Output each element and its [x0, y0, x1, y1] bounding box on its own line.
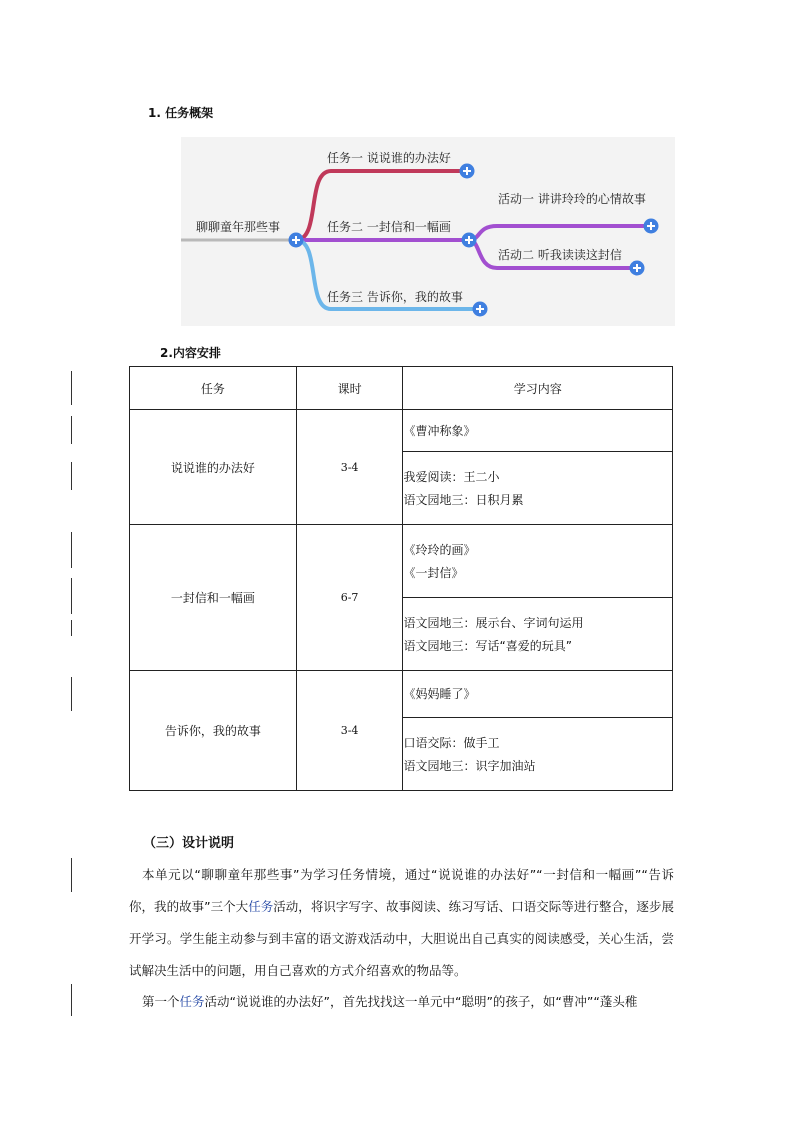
table-row [130, 525, 673, 598]
margin-mark [71, 462, 72, 490]
table-row [130, 671, 673, 718]
margin-mark [71, 532, 72, 568]
task-cell: 告诉你，我的故事 [130, 671, 297, 791]
activity1-branch [469, 226, 651, 240]
design-paragraph-2 [129, 986, 674, 1018]
content-cell [403, 410, 673, 452]
header-hours: 课时 [296, 367, 403, 410]
margin-mark [71, 620, 72, 636]
hours-cell: 3-4 [296, 410, 403, 525]
margin-mark [71, 858, 72, 892]
task-cell: 一封信和一幅画 [130, 525, 297, 671]
design-paragraph-1 [129, 859, 674, 987]
content-line: 语文园地三：识字加油站 [403, 758, 536, 773]
content-line: 《曹冲称象》 [403, 423, 476, 438]
mindmap-task1-label: 任务一 说说谁的办法好 [327, 151, 451, 165]
task1-expand-icon[interactable] [460, 164, 475, 179]
header-task: 任务 [130, 367, 297, 410]
content-line: 《妈妈睡了》 [403, 687, 476, 701]
activity2-expand-icon[interactable] [630, 261, 645, 276]
task-link[interactable]: 任务 [179, 994, 205, 1009]
margin-mark [71, 371, 72, 405]
hours-cell: 3-4 [296, 671, 403, 791]
content-cell [403, 718, 673, 791]
hours-cell: 6-7 [296, 525, 403, 671]
mindmap-root-label: 聊聊童年那些事 [196, 220, 281, 234]
margin-mark [71, 677, 72, 711]
content-line: 我爱阅读：王二小 [403, 469, 500, 484]
content-line: 语文园地三：展示台、字词句运用 [403, 615, 584, 630]
root-expand-icon[interactable] [289, 233, 304, 248]
content-cell [403, 525, 673, 598]
table-row [130, 410, 673, 452]
margin-mark [71, 578, 72, 614]
content-line: 《玲玲的画》 [403, 542, 476, 557]
mindmap-activity2-label: 活动二 听我读读这封信 [498, 248, 622, 262]
paragraph-text: 活动，将识字写字、故事阅读、练习写话、口语交际等进行整合，逐步展开学习。学生能主动参与到丰富的语文游戏活动中，大胆说出自己真实的阅读感受，关心生活，尝试解决生活中的问题，用自己喜欢的方式介绍喜欢的物品等。 [129, 899, 674, 978]
content-line: 语文园地三：日积月累 [403, 492, 524, 507]
mindmap-task2-label: 任务二 一封信和一幅画 [327, 220, 451, 234]
paragraph-text: 本单元以“聊聊童年那些事”为学习任务情境，通过“说说谁的办法好”“一封信和一幅画”“告诉你，我的故事”三个大 [129, 867, 674, 914]
content-cell [403, 452, 673, 525]
task-link[interactable]: 任务 [248, 899, 274, 914]
task3-expand-icon[interactable] [473, 302, 488, 317]
header-content: 学习内容 [403, 367, 673, 410]
task-cell: 说说谁的办法好 [130, 410, 297, 525]
section-heading-framework: 1. 任务概架 [148, 106, 214, 120]
content-cell [403, 671, 673, 718]
mindmap [181, 137, 675, 326]
margin-mark [71, 416, 72, 444]
activity1-expand-icon[interactable] [644, 219, 659, 234]
design-notes-title: （三）设计说明 [143, 836, 235, 851]
margin-mark [71, 984, 72, 1016]
mindmap-activity1-label: 活动一 讲讲玲玲的心情故事 [498, 192, 646, 206]
content-plan-table [129, 366, 673, 791]
paragraph-text: 活动“说说谁的办法好”，首先找找这一单元中“聪明”的孩子，如“曹冲”“蓬头稚 [204, 994, 638, 1009]
section-heading-content: 2.内容安排 [160, 346, 221, 360]
table-header-row [130, 367, 673, 410]
content-line: 语文园地三：写话“喜爱的玩具” [403, 638, 572, 653]
content-line: 《一封信》 [403, 565, 464, 580]
task2-expand-icon[interactable] [462, 233, 477, 248]
content-line: 口语交际：做手工 [403, 735, 500, 750]
content-cell [403, 598, 673, 671]
mindmap-task3-label: 任务三 告诉你，我的故事 [327, 290, 463, 304]
paragraph-text: 第一个 [142, 994, 180, 1009]
